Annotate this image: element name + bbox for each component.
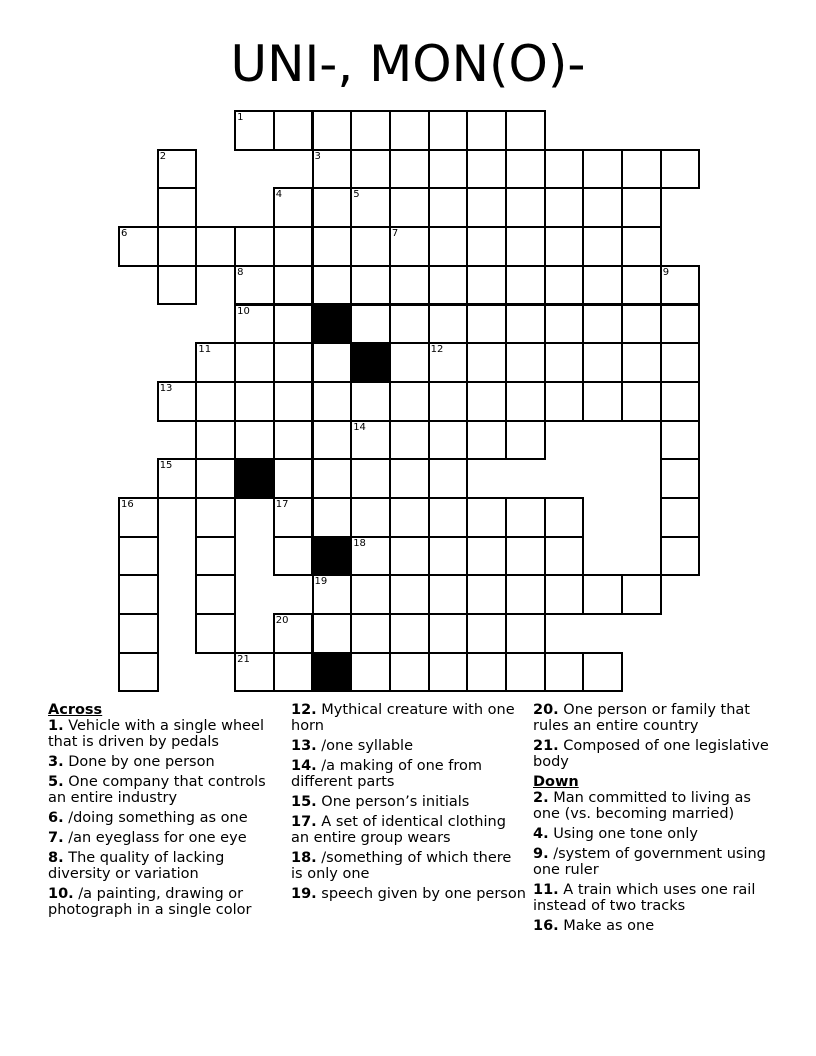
grid-cell[interactable] [660,265,701,306]
clue-item-text: Using one tone only [553,826,698,842]
grid-cell[interactable] [544,652,585,693]
grid-cell[interactable] [389,304,430,345]
grid-cell[interactable] [234,652,275,693]
grid-cell[interactable] [428,381,469,422]
grid-cell[interactable] [505,187,546,228]
grid-cell[interactable] [350,304,391,345]
grid-cell[interactable] [312,226,353,267]
grid-cell[interactable] [273,110,314,151]
grid-cell[interactable] [466,381,507,422]
clue-item-number: 2. [533,790,549,806]
section-heading: Across [48,702,103,718]
grid-cell[interactable] [505,149,546,190]
grid-cell[interactable] [312,342,353,383]
clue-number: 16 [121,499,134,510]
clue-item [48,754,284,770]
grid-cell[interactable] [312,381,353,422]
clue-number: 10 [237,305,250,317]
clue-number: 4 [275,189,283,201]
grid-cell[interactable] [582,187,623,228]
clue-item [533,826,773,842]
clue-item [48,718,284,750]
grid-cell[interactable] [621,381,662,422]
grid-cell[interactable] [544,574,585,615]
grid-cell[interactable] [505,110,546,151]
grid-cell[interactable] [195,574,236,615]
clue-number: 5 [353,189,360,201]
clue-item-text: /system of government using one ruler [533,846,766,878]
clue-number: 8 [237,266,244,278]
grid-cell[interactable] [428,574,469,615]
grid-cell[interactable] [389,652,430,693]
grid-cell[interactable] [466,342,507,383]
grid-cell[interactable] [466,110,507,151]
clue-number: 13 [159,382,173,394]
grid-cell[interactable] [660,536,701,577]
clue-column-2 [291,702,527,906]
grid-cell[interactable] [505,304,546,345]
grid-cell[interactable] [273,497,314,538]
clue-item [48,774,284,806]
clue-item-text: A set of identical clothing an entire group wears [291,814,506,846]
grid-cell[interactable] [389,458,430,499]
clue-number: 14 [353,421,366,433]
grid-cell[interactable] [350,187,391,228]
grid-cell[interactable] [312,497,353,538]
grid-cell[interactable] [660,149,701,190]
clue-item [291,738,527,754]
grid-cell[interactable] [157,187,198,228]
grid-cell[interactable] [582,304,623,345]
grid-cell[interactable] [505,342,546,383]
clue-item-text: /something of which there is only one [291,850,512,882]
grid-cell[interactable] [466,187,507,228]
clue-item-text: /an eyeglass for one eye [68,830,247,846]
clue-item-text: One person’s initials [321,794,470,810]
clue-item-text: One person or family that rules an entire country [533,702,750,734]
grid-cell[interactable] [505,265,546,306]
grid-cell[interactable] [273,265,314,306]
grid-cell[interactable] [389,265,430,306]
grid-cell[interactable] [428,613,469,654]
clue-item-number: 4. [533,826,549,842]
grid-cell[interactable] [505,574,546,615]
clue-item-number: 17. [291,814,317,830]
grid-cell[interactable] [466,536,507,577]
clue-item-number: 8. [48,850,64,866]
grid-cell[interactable] [544,149,585,190]
clue-item-number: 11. [533,882,559,898]
black-cell [312,536,353,577]
grid-cell[interactable] [428,497,469,538]
grid-cell[interactable] [350,226,391,267]
clue-item [533,702,773,734]
clue-number: 19 [314,576,328,588]
clue-item-number: 19. [291,886,317,902]
grid-cell[interactable] [234,265,275,306]
grid-cell[interactable] [428,265,469,306]
clue-number: 11 [198,344,212,356]
grid-cell[interactable] [466,497,507,538]
grid-cell[interactable] [195,613,236,654]
grid-cell[interactable] [582,342,623,383]
grid-cell[interactable] [428,420,469,461]
clue-item-text: Man committed to living as one (vs. becoming married) [533,790,751,822]
grid-cell[interactable] [234,110,275,151]
grid-cell[interactable] [350,458,391,499]
grid-cell[interactable] [389,420,430,461]
clue-item-text: Make as one [563,918,655,934]
grid-cell[interactable] [195,536,236,577]
grid-cell[interactable] [273,420,314,461]
clue-item [291,886,527,902]
grid-cell[interactable] [234,342,275,383]
grid-cell[interactable] [428,652,469,693]
grid-cell[interactable] [157,458,198,499]
grid-cell[interactable] [312,458,353,499]
grid-cell[interactable] [660,420,701,461]
grid-cell[interactable] [544,304,585,345]
grid-cell[interactable] [350,497,391,538]
clue-item [48,830,284,846]
clue-item [48,886,284,918]
clue-number: 2 [159,150,167,162]
grid-cell[interactable] [350,536,391,577]
grid-cell[interactable] [273,652,314,693]
grid-cell[interactable] [544,265,585,306]
grid-cell[interactable] [389,574,430,615]
clue-number: 18 [353,537,366,549]
grid-cell[interactable] [428,304,469,345]
clue-item [533,882,773,914]
grid-cell[interactable] [505,652,546,693]
clue-item-number: 10. [48,886,74,902]
grid-cell[interactable] [389,226,430,267]
grid-cell[interactable] [428,536,469,577]
grid-cell[interactable] [234,381,275,422]
grid-cell[interactable] [621,342,662,383]
clue-item [48,810,284,826]
grid-cell[interactable] [389,497,430,538]
grid-cell[interactable] [505,381,546,422]
grid-cell[interactable] [273,342,314,383]
clue-item-number: 14. [291,758,317,774]
clue-item-number: 16. [533,918,559,934]
clue-item-text: Done by one person [68,754,215,770]
grid-cell[interactable] [660,342,701,383]
grid-cell[interactable] [428,187,469,228]
grid-cell[interactable] [350,574,391,615]
grid-cell[interactable] [118,226,159,267]
grid-cell[interactable] [582,149,623,190]
clue-number: 12 [430,344,444,356]
clue-number: 15 [159,460,173,472]
grid-cell[interactable] [660,304,701,345]
grid-cell[interactable] [195,497,236,538]
section-heading: Down [533,774,579,790]
clue-item [533,738,773,770]
grid-cell[interactable] [660,497,701,538]
clue-item [291,702,527,734]
grid-cell[interactable] [582,226,623,267]
clue-item-text: Vehicle with a single wheel that is driven by pedals [48,718,265,750]
grid-cell[interactable] [466,149,507,190]
clue-item-text: /a making of one from different parts [291,758,483,790]
grid-cell[interactable] [505,497,546,538]
grid-cell[interactable] [157,226,198,267]
clue-item [291,758,527,790]
clue-item-number: 9. [533,846,549,862]
clue-item [533,790,773,822]
grid-cell[interactable] [544,497,585,538]
grid-cell[interactable] [118,536,159,577]
grid-cell[interactable] [389,536,430,577]
clue-item [291,850,527,882]
clue-item [291,794,527,810]
clue-item-text: A train which uses one rail instead of two tracks [533,882,756,914]
clue-item-number: 21. [533,738,559,754]
clue-item [533,846,773,878]
grid-cell[interactable] [428,458,469,499]
grid-cell[interactable] [621,226,662,267]
grid-cell[interactable] [428,110,469,151]
clue-number: 3 [314,150,321,162]
grid-cell[interactable] [582,381,623,422]
clue-item-number: 7. [48,830,64,846]
clue-item-number: 20. [533,702,559,718]
clue-item-text: speech given by one person [321,886,526,902]
grid-cell[interactable] [466,226,507,267]
grid-cell[interactable] [544,536,585,577]
grid-cell[interactable] [389,381,430,422]
grid-cell[interactable] [621,187,662,228]
clue-number: 21 [237,653,250,665]
grid-cell[interactable] [389,149,430,190]
grid-cell[interactable] [582,574,623,615]
grid-cell[interactable] [466,574,507,615]
grid-cell[interactable] [350,149,391,190]
clue-number: 17 [275,499,289,510]
clue-number: 7 [391,228,399,240]
grid-cell[interactable] [312,110,353,151]
clue-item-number: 15. [291,794,317,810]
clue-item-number: 12. [291,702,317,718]
grid-cell[interactable] [195,458,236,499]
grid-cell[interactable] [505,613,546,654]
grid-cell[interactable] [195,381,236,422]
grid-cell[interactable] [273,187,314,228]
grid-cell[interactable] [389,342,430,383]
grid-cell[interactable] [466,265,507,306]
grid-cell[interactable] [350,265,391,306]
grid-cell[interactable] [312,187,353,228]
grid-cell[interactable] [505,536,546,577]
grid-cell[interactable] [118,574,159,615]
grid-cell[interactable] [466,304,507,345]
black-cell [234,458,275,499]
clue-column-3 [533,702,773,938]
grid-cell[interactable] [195,342,236,383]
grid-cell[interactable] [544,342,585,383]
grid-cell[interactable] [312,613,353,654]
clue-item-number: 13. [291,738,317,754]
clue-item-text: /a painting, drawing or photograph in a single color [48,886,252,918]
grid-cell[interactable] [118,497,159,538]
clue-item [533,918,773,934]
grid-cell[interactable] [273,226,314,267]
clue-item-number: 18. [291,850,317,866]
grid-cell[interactable] [350,652,391,693]
clue-item-number: 5. [48,774,64,790]
grid-cell[interactable] [621,304,662,345]
grid-cell[interactable] [234,420,275,461]
black-cell [312,304,353,345]
grid-cell[interactable] [582,652,623,693]
grid-cell[interactable] [389,187,430,228]
clue-item-number: 6. [48,810,64,826]
clue-item-number: 3. [48,754,64,770]
grid-cell[interactable] [389,613,430,654]
grid-cell[interactable] [234,304,275,345]
grid-cell[interactable] [273,381,314,422]
grid-cell[interactable] [195,226,236,267]
black-cell [312,652,353,693]
grid-cell[interactable] [157,149,198,190]
grid-cell[interactable] [195,420,236,461]
grid-cell[interactable] [544,226,585,267]
puzzle-title: UNI-, MON(O)- [230,35,586,93]
grid-cell[interactable] [312,420,353,461]
grid-cell[interactable] [273,304,314,345]
clue-number: 20 [275,615,289,627]
grid-cell[interactable] [428,149,469,190]
grid-cell[interactable] [660,381,701,422]
grid-cell[interactable] [157,265,198,306]
grid-cell[interactable] [118,613,159,654]
clue-column-1 [48,702,284,922]
grid-cell[interactable] [428,342,469,383]
clue-item-text: Composed of one legislative body [533,738,769,770]
grid-cell[interactable] [312,149,353,190]
clue-item-text: /one syllable [321,738,414,754]
clue-item-text: /doing something as one [68,810,248,826]
grid-cell[interactable] [273,536,314,577]
grid-cell[interactable] [621,574,662,615]
grid-cell[interactable] [428,226,469,267]
grid-cell[interactable] [466,652,507,693]
clue-item-text: One company that controls an entire industry [48,774,266,806]
clue-item-text: The quality of lacking diversity or variation [48,850,225,882]
clue-item-number: 1. [48,718,64,734]
clue-item [48,850,284,882]
grid-cell[interactable] [466,420,507,461]
grid-cell[interactable] [157,381,198,422]
clue-number: 6 [121,228,128,240]
grid-cell[interactable] [466,613,507,654]
grid-cell[interactable] [621,149,662,190]
clue-number: 9 [662,266,670,278]
grid-cell[interactable] [544,187,585,228]
clue-number: 1 [237,112,244,123]
grid-cell[interactable] [273,613,314,654]
grid-cell[interactable] [312,574,353,615]
grid-cell[interactable] [312,265,353,306]
grid-cell[interactable] [350,381,391,422]
grid-cell[interactable] [389,110,430,151]
grid-cell[interactable] [505,420,546,461]
grid-cell[interactable] [350,613,391,654]
grid-cell[interactable] [118,652,159,693]
grid-cell[interactable] [660,458,701,499]
grid-cell[interactable] [350,420,391,461]
grid-cell[interactable] [544,381,585,422]
grid-cell[interactable] [350,110,391,151]
grid-cell[interactable] [582,265,623,306]
black-cell [350,342,391,383]
grid-cell[interactable] [234,226,275,267]
clue-item [291,814,527,846]
grid-cell[interactable] [621,265,662,306]
clue-item-text: Mythical creature with one horn [291,702,515,734]
grid-cell[interactable] [273,458,314,499]
grid-cell[interactable] [505,226,546,267]
